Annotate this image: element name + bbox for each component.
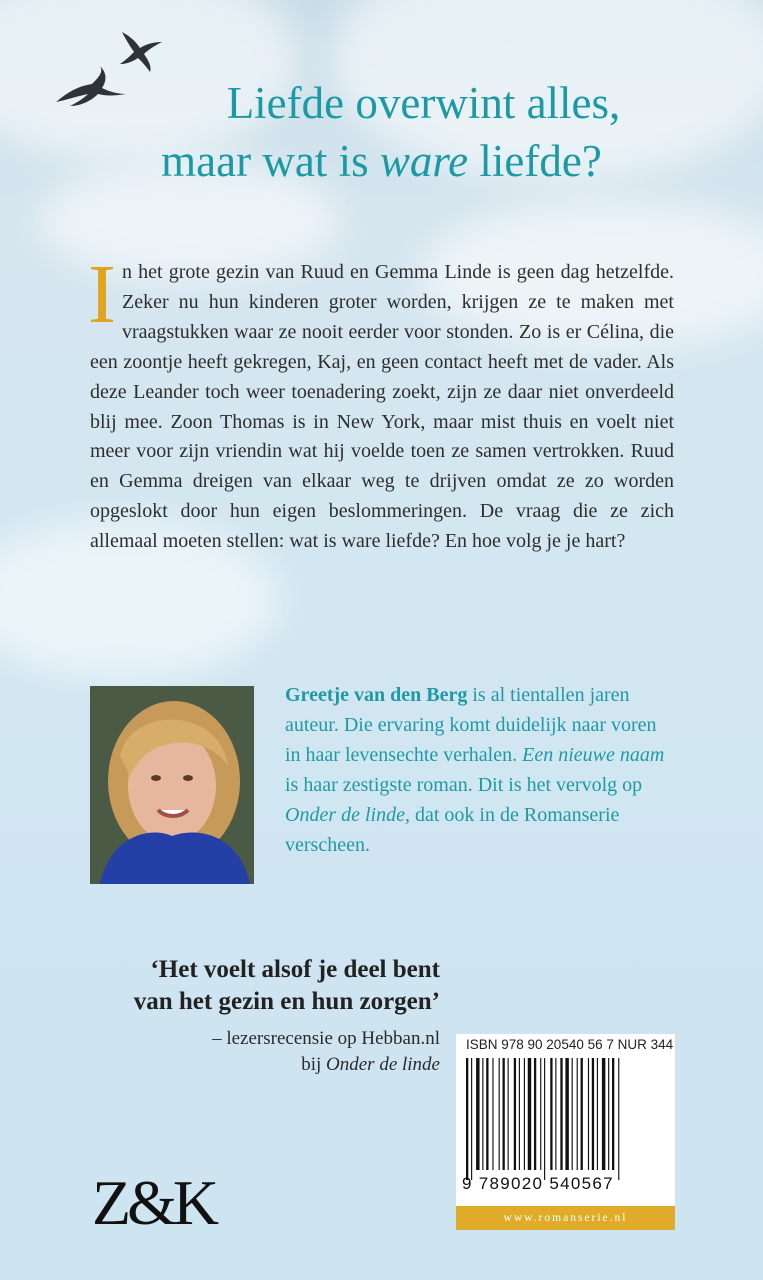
bio-text-2: is haar zestigste roman. Dit is het vervolg op xyxy=(285,774,643,796)
swallow-icon xyxy=(120,32,162,72)
headline-line-1: Liefde overwint alles, xyxy=(226,78,621,128)
bio-text-3: , dat ook in de Romanserie verscheen. xyxy=(285,804,620,856)
headline-line-2-start: maar wat is xyxy=(161,136,380,186)
quote-line-1: ‘Het voelt alsof je deel bent xyxy=(150,956,440,983)
bio-title-2: Onder de linde xyxy=(285,804,405,826)
review-quote xyxy=(0,954,440,1018)
author-photo xyxy=(90,686,254,884)
quote-bij: bij xyxy=(301,1054,327,1075)
barcode-icon xyxy=(464,1058,669,1180)
blurb-text: n het grote gezin van Ruud en Gemma Linde is geen dag hetzelfde. Zeker nu hun kinderen groter worden, krijgen ze te maken met vraagstukken waar ze nooit eerder voor stonden. Zo is er Célina, die een zoontje heeft gekregen, Kaj, en geen contact heeft met de vader. Als deze Leander toch weer toenadering zoekt, zijn ze daar niet onverdeeld blij mee. Zoon Thomas is in New York, maar mist thuis en voelt niet meer voor zijn vriendin wat hij voelde toen ze samen vertrokken. Ruud en Gemma dreigen van elkaar weg te drijven omdat ze zo worden opgeslokt door hun eigen beslommeringen. De vraag die ze zich allemaal moeten stellen: wat is ware liefde? En hoe volg je je hart? xyxy=(90,261,674,553)
blurb-paragraph xyxy=(88,248,674,557)
author-portrait-icon xyxy=(90,686,254,884)
author-bio xyxy=(285,680,677,860)
bio-title-1: Een nieuwe naam xyxy=(522,744,665,766)
quote-source xyxy=(0,1026,440,1078)
author-name: Greetje van den Berg xyxy=(285,684,468,706)
headline-line-2-end: liefde? xyxy=(468,136,602,186)
headline-line-2 xyxy=(0,132,763,190)
quote-book-title: Onder de linde xyxy=(326,1054,440,1075)
website-strip: www.romanserie.nl xyxy=(456,1206,675,1230)
bio-text-1: is al tientallen jaren auteur. Die ervaring komt duidelijk naar voren in haar levensechte verhalen. xyxy=(285,684,657,766)
barcode-digits: 9 789020 540567 xyxy=(462,1174,614,1193)
publisher-logo: Z&K xyxy=(92,1167,216,1238)
quote-line-2: van het gezin en hun zorgen’ xyxy=(133,988,440,1015)
quote-book-line xyxy=(0,1052,440,1078)
isbn-label: ISBN 978 90 20540 56 7 NUR 344 xyxy=(466,1037,674,1052)
barcode-panel xyxy=(456,1034,675,1230)
quote-source-line: – lezersrecensie op Hebban.nl xyxy=(212,1028,440,1049)
cover-headline xyxy=(0,74,763,190)
drop-cap: I xyxy=(88,248,116,341)
headline-emphasis: ware xyxy=(379,136,469,186)
